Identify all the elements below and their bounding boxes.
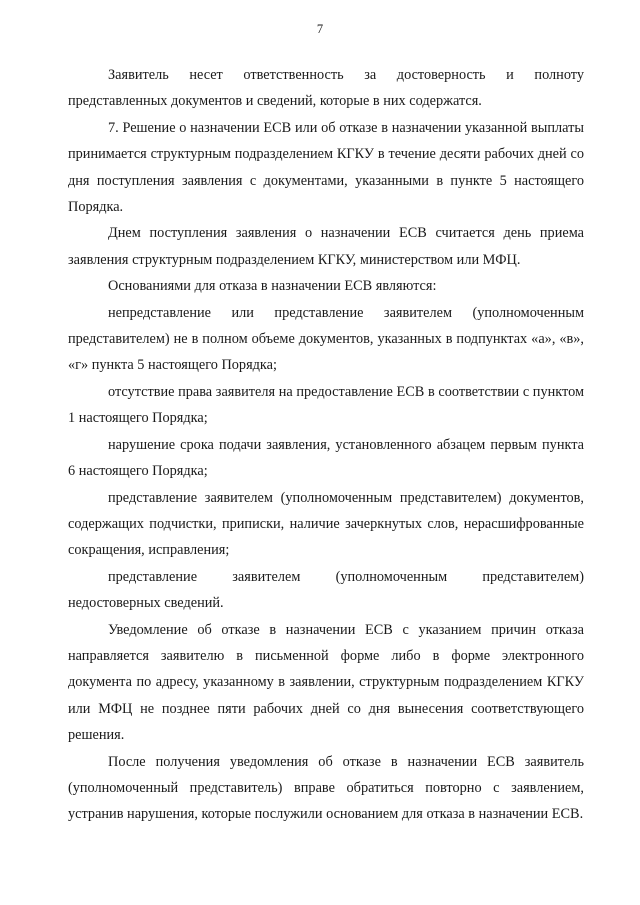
paragraph-refusal-ground-deadline: нарушение срока подачи заявления, установленного абзацем первым пункта 6 настоящего Порядка;: [68, 436, 584, 480]
paragraph-responsibility: Заявитель несет ответственность за достоверность и полноту представленных документов и сведений, которые в них содержатся.: [68, 67, 584, 110]
paragraph-decision: 7. Решение о назначении ЕСВ или об отказе в назначении указанной выплаты принимается структурным подразделением КГКУ в течение десяти рабочих дней со дня поступления заявления с документами, указанными в пункте 5 настоящего Порядка.: [68, 119, 584, 216]
paragraph-refusal-ground-no-right: отсутствие права заявителя на предоставление ЕСВ в соответствии с пунктом 1 настоящего Порядка;: [68, 383, 584, 427]
paragraph-receipt-date: Днем поступления заявления о назначении ЕСВ считается день приема заявления структурным подразделением КГКУ, министерством или МФЦ.: [68, 225, 584, 268]
document-body: [68, 62, 584, 828]
paragraph-refusal-ground-corrections: представление заявителем (уполномоченным представителем) документов, содержащих подчистки, приписки, наличие зачеркнутых слов, нерасшифрованные сокращения, исправления;: [68, 489, 584, 559]
page-number: 7: [316, 22, 324, 36]
paragraph-refusal-ground-false-info: представление заявителем (уполномоченным представителем) недостоверных сведений.: [68, 568, 584, 612]
paragraph-reapplication: После получения уведомления об отказе в назначении ЕСВ заявитель (уполномоченный представитель) вправе обратиться повторно с заявлением, устранив нарушения, которые послужили основанием для отказа в назначении ЕСВ.: [68, 753, 584, 823]
paragraph-refusal-grounds-intro: Основаниями для отказа в назначении ЕСВ являются:: [108, 278, 437, 295]
paragraph-refusal-notice: Уведомление об отказе в назначении ЕСВ с указанием причин отказа направляется заявителю в письменной форме либо в форме электронного документа по адресу, указанному в заявлении, структурным подразделением КГКУ или МФЦ не позднее пяти рабочих дней со дня вынесения соответствующего решения.: [68, 621, 584, 744]
paragraph-refusal-ground-documents: непредставление или представление заявителем (уполномоченным представителем) не в полном объеме документов, указанных в подпунктах «а», «в», «г» пункта 5 настоящего Порядка;: [68, 304, 584, 374]
